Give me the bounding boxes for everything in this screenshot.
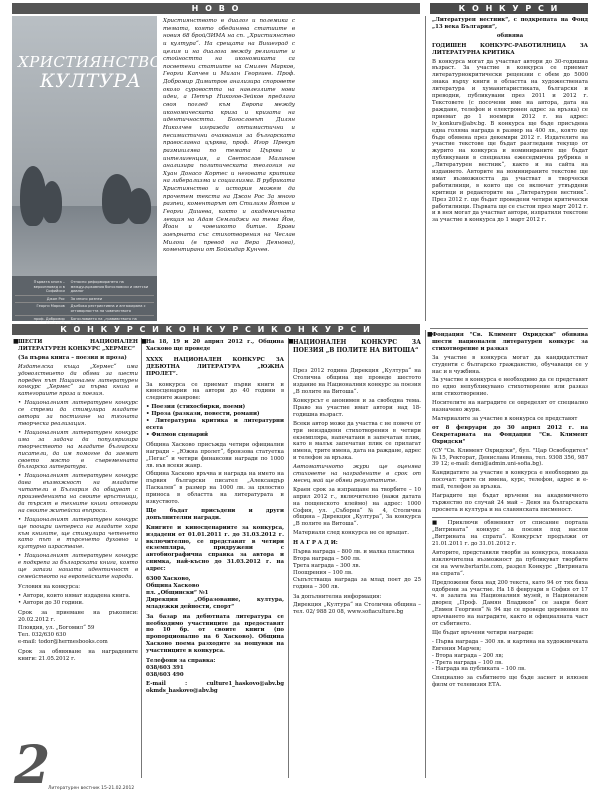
hermes-conditions-title: Условия на конкурса: (18, 583, 81, 590)
vitosha-info-label: За допълнителна информация: (293, 593, 382, 600)
hermes-intro: Издателска къща „Хермес“ има удоволствието да обяви за шести пореден път Национален литературен конкурс „Хермес“ за първа книга в категориите проза и поезия. (18, 363, 138, 398)
haskovo-emails: E-mail : culture1_haskovo@abv.bg okmds_haskovo@abv.bg (146, 680, 284, 694)
cover-tree (42, 181, 62, 223)
magazine-cover-image (12, 16, 163, 321)
hermes-bullet: • Националният литературен конкурс има за задача да популяризира творчеството на младите български писатели, да им помогне да заемат своето място в съвременната българска литература. (18, 429, 138, 471)
section-divider (432, 517, 588, 518)
haskovo-intro: За конкурса се приемат първи книги и киносценарии на автори до 40 години в следните жанрове: (146, 381, 284, 402)
vitosha-para: Автоматичното жури ще оценява стиховете на наградените в срок от месец май ще обяви резултатите. (293, 464, 421, 484)
cover-title-line2: КУЛТУРА (40, 70, 142, 93)
vitosha-para: Материали след конкурса не се връщат. (293, 530, 409, 537)
literary-criticism-contest (432, 17, 588, 322)
haskovo-para: Община Хасково връчва и награда на името на първия български писател „Александър Паскалев“ в размер на 1000 лв. за цялостно приноса в областта на литературата и изкуството. (146, 471, 284, 506)
cover-contents-row: Георги Марков Дълбоко рестриктивна и ангажирана с отговорността на човечеството (15, 303, 154, 315)
contest-title: ГОДИШЕН КОНКУРС-РАБОТИЛНИЦА ЗА ЛИТЕРАТУРНА КРИТИКА (432, 42, 588, 56)
vitrina-para: Авторите, представили творби за конкурса, показаха изключителна възможност да публикуват творбите си на www.bsrtarite.com, раздел Конкурс „Витрината на спрата“. (432, 549, 588, 577)
contest-announces: обявява (496, 32, 524, 39)
vitrina-para: ■ Приключи обявеният от списание портала „Витрината“ конкурс за поезия под наслов „Витрината на спрата“. Конкурсът продължи от 21.01.2011 г. до 31.01.2012 г. (432, 520, 588, 548)
vitosha-para: Всеки автор може да участва с не повече от три неиздадени стихотворения в четири екземпляра, напечатани в запечатан плик, като в малък запечатан плик се прилагат имена, трите имена, дата на раждане, адрес и телефон за връзка. (293, 420, 421, 462)
haskovo-para: За базар на дебютната литература се необходимо участниците да предоставят по 10 бр. от своите книги (по пропорционално на 6 Хасково). Община Хасково поема разходите за нощувки на участниците в конкурса. (146, 613, 284, 655)
haskovo-address: 6300 Хасково, Община Хасково пл. „Общински“ №1 Дирекция „Образование, култура, младежки дейности, спорт“ (146, 576, 284, 610)
kliment-ohridski-contest (427, 331, 589, 777)
haskovo-phones: Телефони за справка: 038/603 391 038/603 490 (146, 658, 216, 678)
haskovo-dates: На 18, 19 и 20 април 2012 г., Община Хасково ще проведе (146, 339, 284, 352)
foundation-para: (СУ "Св. Климент Охридски", бул. "Цар Освободител" № 15, Ректорат, Денислава Илиева, тел. 9308 356, 987 39 12; e-mail: deni@admin.uni-sofia.bg). (432, 447, 589, 468)
bullet-marker: ■ (13, 338, 19, 345)
foundation-para: За участие в конкурса е необходимо да се представят по едно непубликувано стихотворение или разказ или стихотворение. (432, 377, 588, 398)
bullet-marker: ■ (288, 338, 294, 345)
vitosha-contest (288, 338, 421, 779)
foundation-para: Материалите за участие в конкурса се представят (432, 415, 578, 422)
page-number: 2 (14, 735, 51, 796)
hermes-title: ШЕСТИ НАЦИОНАЛЕН ЛИТЕРАТУРЕН КОНКУРС „ХЕРМЕС“ (18, 339, 138, 352)
vitosha-title: НАЦИОНАЛЕН КОНКУРС ЗА ПОЕЗИЯ „В ПОЛИТЕ НА ВИТОША“ (293, 339, 421, 354)
vitrina-para: Предложени бяха над 200 текста, като 94 от тях бяха одобрени за участие. На 18 февруари в София от 17 ч. в залата на Националния музей, в Национален дворец „Проф. Дамян Владиков“ се закри беят „Евмен Георгиев“ № 94 ще се проведе церемония по връчването на наградите, както и официалната част от събитието. (432, 579, 588, 628)
foundation-title: Фондация "Св. Климент Охридски" обявява шести национален литературен конкурс за стихотворение и разказ (432, 332, 588, 352)
hermes-bullet: • Националният литературен конкурс дава възможност на младите читатели в България да общуват с произведенията на своите връстници, да търсят в техните книги отговори на своите житейски въпроси. (18, 473, 138, 514)
hermes-condition: • Автори, които нямат издадена книга. • Автори до 30 години. (18, 592, 131, 606)
contest-intro: „Литературен вестник“, с подкрепата на Фонд „13 века България“, (432, 17, 588, 30)
vitrina-awards-label: Ще бъдат връчени четири награди: (432, 629, 534, 636)
haskovo-title: ХХХХ НАЦИОНАЛЕН КОНКУРС ЗА ДЕБЮТНА ЛИТЕРАТУРА „ЮЖНА ПРОЛЕТ“. (146, 356, 284, 377)
foundation-para: Носителите на наградите се определят от специално назначено жури. (432, 400, 588, 414)
column-divider (425, 16, 426, 321)
foundation-para: Кандидатите за участие в конкурса е необходимо да посочат: трите си имена, курс, телефон, адрес и e-mail, телефон за връзка. (432, 470, 588, 491)
hermes-bullet: • Националният литературен конкурс се стреми да стимулира младите автори за постигане на тяхната творческа реализация. (18, 400, 138, 427)
novo-article-text: Християнството в диалог и полемика с темата, която обединява статиите в новия 68 брой/ЗИМА на сп. „Християнство и култура“. На срещата на Вишеград с целия и на диалога между религиите и стойността на икономиката са посветени статиите на Смилен Марков, Георги Капчев и Милан Георгиев. Проф. Добромир Димитров анализира споровете около суровостта на навлезлите нови идеи, а Петър Никогов-Зейков предлага своя поглед към Европа между икономическата криза и кризата на идентичността. Богословът Дилян Николчев изгражда оптимистични и песимистични очаквания за българската православна църква, проф. Игор Прекуп размишлява по темата Църква и интелигенция, а Светослав Малинов анализира политическата теология на Хуан Донасо Кортес и неговата критика на либерализма и социализма. В рубриката Християнство и история можем да прочетем текста на Джон Рос За много разпеи, коментарът от Стилиян Йотов и Георги Дишева, както и академичната лекция на Адам Семлиджи на тема Йов, Йоан и човешкото битие. Брави завърната със стихотворения на Чеслав Милош (в превод на Вера Деянова), коментирани от Бойкидар Кунчев. (163, 18, 295, 254)
cover-contents-row: Първата книга – вероизповед и в Софийски Относно реформирането на междуцърковния богословски и светски диалог (15, 279, 154, 296)
cover-tree (127, 188, 151, 224)
vitosha-para: Конкурсът е анонимен и за свободна тема. Право на участие имат автори над 18-годишна възраст. (293, 397, 421, 418)
haskovo-para: Община Хасково присъжда четири официални награди – „Южна пролет“, бронзова статуетка „Пегас“ и четири финансови награди по 1000 лв. във всеки жанр. (146, 441, 284, 469)
column-divider (141, 338, 142, 778)
cover-title-line1: ХРИСТИЯНСТВО (18, 53, 163, 71)
vitosha-info: Дирекция „Култура“ на Столична община – тел. 02/ 988 20 08, www.sofiaculture.bg (293, 602, 421, 616)
bullet-marker: ■ (141, 338, 147, 345)
hermes-award-date: Срок за обявяване на наградените книги: 21.05.2012 г. (18, 649, 138, 663)
section-band-konkursi-top: К О Н К У Р С И (430, 3, 588, 14)
vitrina-para: Специално за събитието ще бъде заснет и илюзен филм от телевизия ЕТА. (432, 675, 588, 689)
cover-contents-row: Джон Рос За много разпеи (15, 296, 154, 304)
cover-title (18, 54, 162, 93)
vitosha-para: През 2012 година Дирекция „Култура“ на Столична община ще проведе шестото издание на Националния конкурс за поезия „В полите на Витоша“. (293, 368, 421, 396)
hermes-bullet: • Националният литературен конкурс ще поощри интереса на младите хора към книгите, ще стимулира четенето като път в търсенето духовно и културно израстване. (18, 516, 138, 551)
cover-contents-row: проф. Добромир Богословието на „гравивството на (15, 316, 154, 328)
hermes-contacts: Пловдив, ул. „Богомил“ 59 Тел. 032/630 630 e-mail: todor@hermesbooks.com (18, 625, 108, 646)
vitosha-para: Краен срок за изпращане на творбите – 10 април 2012 г., включително (важи датата на пощенското клеймо) на адрес: 1000 София, ул. „Съборна“ № 4, Столична община – Дирекция „Култура“, За конкурса „В полите на Витоша“. (293, 486, 421, 528)
haskovo-para: Ще бъдат присъдени и други допълнителни награди. (146, 507, 284, 521)
haskovo-genres: • Поезия (стихосбирки, поеми) • Проза (разкази, повести, романи) • Литературна критика и литературни есета • Филмов сценарий (146, 404, 284, 438)
vitosha-awards-title: Н А Г Р А Д И: (293, 540, 338, 547)
hermes-contest (13, 338, 138, 737)
section-band-novo: Н О В О (12, 3, 420, 14)
foundation-para: Наградите ще бъдат връчени на академичното тържество по случай 24 май – Деня на българската просвета и култура и на славянската писменост. (432, 493, 588, 513)
column-divider (425, 330, 426, 778)
section-divider (430, 328, 588, 329)
bullet-marker: ■ (427, 331, 433, 338)
haskovo-para: Книгите и киносценариите за конкурса, издадени от 01.01.2011 г. до 31.03.2012 г. включително, се представят в четири екземпляра, придружени с автобиографична справка за автора и снимка, най-късно до 31.03.2012 г. на адрес: (146, 524, 284, 573)
vitrina-awards: - Първа награда – 300 лв. и картина на художничката Евгения Марчев; - Втора награда – 200 лв; - Трета награда – 100 лв. - Награда на публиката – 100 лв. (432, 638, 588, 673)
section-band-konkursi: К О Н К У Р С И К О Н К У Р С И К О Н К У Р С И (12, 324, 420, 335)
vitosha-awards: Първа награда – 800 лв. и малка пластика Втора награда – 500 лв. Трета награда – 300 лв. Поощрения – 100 лв. Съпътстваща награда за млад поет до 25 година – 300 лв. (293, 549, 421, 590)
cover-contents (12, 276, 157, 321)
column-divider (288, 338, 289, 778)
hermes-deadline: Срок за приемане на ръкописи: 20.02.2012 г. (18, 609, 138, 623)
haskovo-contest (141, 338, 284, 779)
page-footer: Литературен вестник 15-21.02.2012 (48, 786, 135, 791)
hermes-bullet: • Националният литературен конкурс е подкрепа за българската книга, която ще запази нашата идентичност в семейството на европейските народи. (18, 553, 138, 580)
foundation-para: За участие в конкурса могат да кандидатстват студенти с българско гражданство, обучаващи се у нас и в чужбина. (432, 354, 588, 375)
hermes-subtitle: (За първа книга – поезия и проза) (18, 354, 127, 361)
contest-body: В конкурса могат да участват автори до 30-годишна възраст. За участие в конкурса се приемат литературнокритически рецензии с обем до 5000 знака върху книги в областта на художествената литература и хуманитаристиката, български и преводни, публикувани през 2011 и 2012 г. Текстовете (с посочени име на автора, дата на раждане, телефон и електронен адрес за връзка) се приемат до 1 ноември 2012 г. на адрес: lv_konkurs@abv.bg. В конкурса ще бъде присъдена една голяма награда в размер на 400 лв., която ще бъде обявена през декември 2012 г. Издателите на участие текстове ще бъдат разгледани текущо от журито на конкурса и номинираните ще бъдат публикувани в специална ежеседмична рубрика в „Литературен вестник“, както и на сайта на изданието. Авторите на номинираните текстове ще имат възможността да участват в творчески работилници, в които ще се включат утвърдени критици и редакторите на „Литературен вестник“. През 2012 г. ще бъдат проведени четири критически работилници. Първата ще се състои през март 2012 г. и в нея могат да участват автори, изпратили текстове за участие в конкурса до 1 март 2012 г. (432, 58, 588, 224)
foundation-dates: от 8 февруари до 30 април 2012 г. на Секретариата на Фондация "Св. Климент Охридски" (432, 424, 588, 445)
